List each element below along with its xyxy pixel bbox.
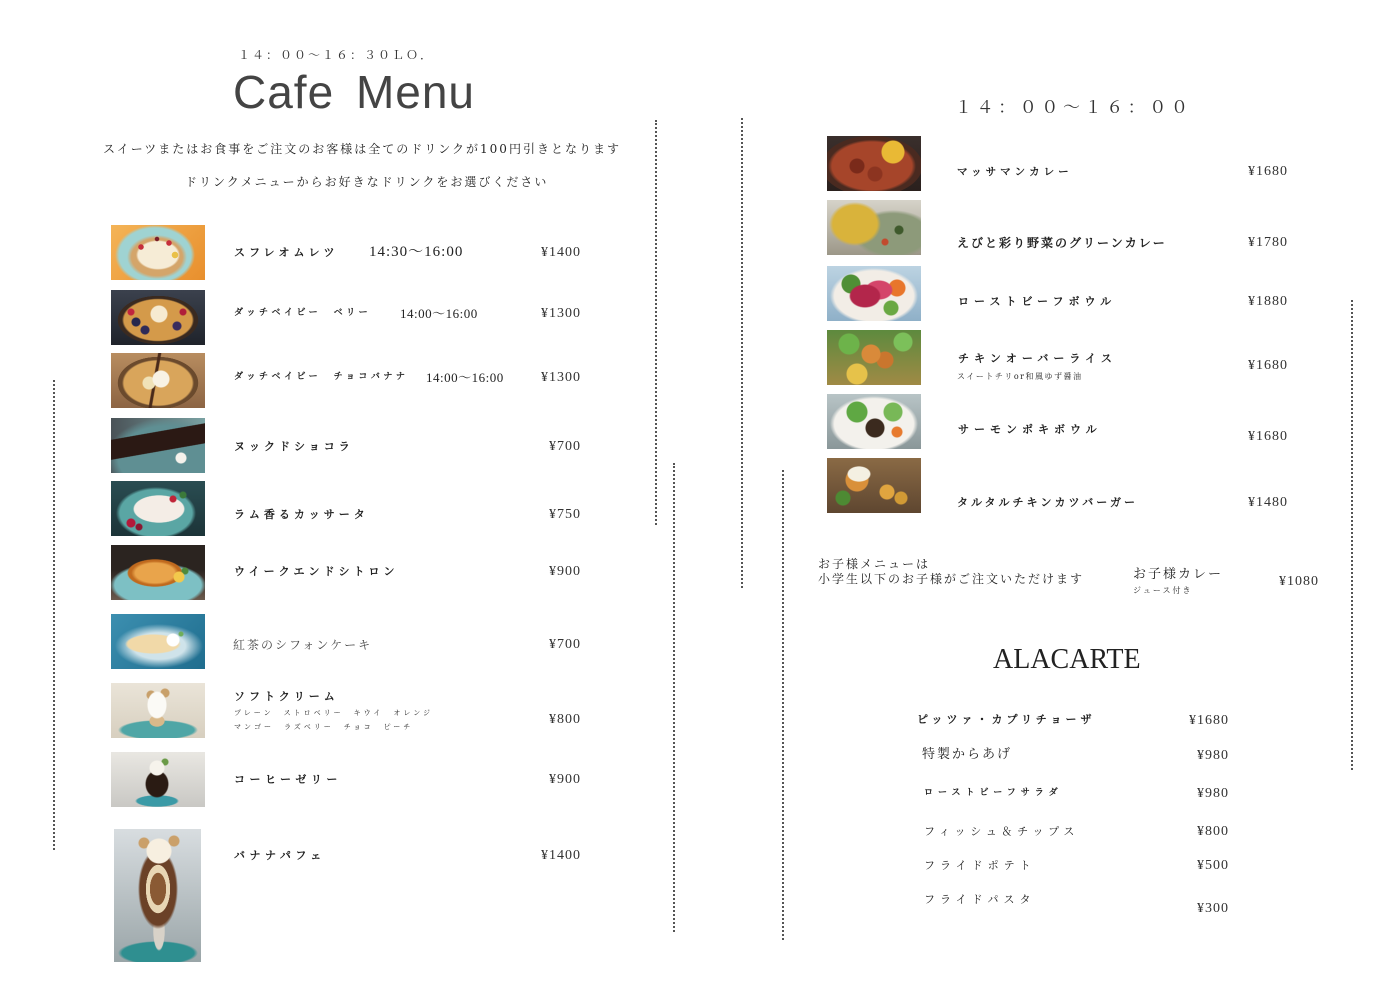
meal-hours-label: １４：００～１６：００ <box>955 98 1193 118</box>
item-price: ¥700 <box>549 439 581 454</box>
green-curry-photo <box>827 200 921 255</box>
dutch-baby-berry-photo <box>111 290 205 345</box>
item-price: ¥1400 <box>541 848 581 863</box>
item-price: ¥750 <box>549 507 581 522</box>
item-price: ¥800 <box>549 712 581 727</box>
item-name: ヌックドショコラ <box>234 440 354 453</box>
item-price: ¥1880 <box>1248 294 1288 309</box>
alacarte-heading: ALACARTE <box>993 644 1141 675</box>
item-price: ¥980 <box>1197 748 1229 763</box>
item-price: ¥300 <box>1197 901 1229 916</box>
drink-discount-notice: スイーツまたはお食事をご注文のお客様は全てのドリンクが100円引きとなります <box>103 142 621 156</box>
item-name: ピッツァ・カプリチョーザ <box>917 713 1096 726</box>
dutch-baby-choco-banana-photo <box>111 353 205 408</box>
cafe-hours-label: １４：００～１６：３０ＬＯ． <box>238 48 435 62</box>
divider-dotted-line <box>1351 300 1353 770</box>
item-price: ¥1680 <box>1248 429 1288 444</box>
item-price: ¥1480 <box>1248 495 1288 510</box>
divider-dotted-line <box>782 470 784 940</box>
item-price: ¥900 <box>549 564 581 579</box>
item-price: ¥1400 <box>541 245 581 260</box>
item-name: サーモンポキボウル <box>958 423 1102 436</box>
item-name: ウイークエンドシトロン <box>234 565 399 578</box>
tea-chiffon-cake-photo <box>111 614 205 669</box>
item-price: ¥1680 <box>1248 164 1288 179</box>
item-name: コーヒーゼリー <box>234 773 342 786</box>
divider-dotted-line <box>655 120 657 525</box>
kids-menu-note: お子様メニューは <box>818 557 931 571</box>
item-price: ¥1680 <box>1248 358 1288 373</box>
item-name: ローストビーフボウル <box>958 295 1117 308</box>
soft-serve-photo <box>111 683 205 738</box>
item-price: ¥1300 <box>541 306 581 321</box>
item-flavors: マンゴー ラズベリー チョコ ピーチ <box>234 723 414 731</box>
drink-choice-notice: ドリンクメニューからお好きなドリンクをお選びください <box>185 175 549 189</box>
item-hours: 14:30～16:00 <box>369 244 464 260</box>
kids-item-price: ¥1080 <box>1279 574 1319 589</box>
item-name: ダッチベイビー ベリー <box>234 308 372 318</box>
item-name: ダッチベイビー チョコバナナ <box>234 372 409 382</box>
item-hours: 14:00～16:00 <box>400 306 478 321</box>
item-name: フライドパスタ <box>924 893 1036 906</box>
kids-menu-note: 小学生以下のお子様がご注文いただけます <box>818 572 1085 586</box>
item-name: フライドポテト <box>924 859 1036 872</box>
item-price: ¥700 <box>549 637 581 652</box>
item-name: タルタルチキンカツバーガー <box>957 496 1139 509</box>
item-name: ソフトクリーム <box>234 690 339 703</box>
tartar-chicken-burger-photo <box>827 458 921 513</box>
item-name: フィッシュ＆チップス <box>924 825 1080 838</box>
coffee-jelly-photo <box>111 752 205 807</box>
cassata-photo <box>111 481 205 536</box>
item-sauce-options: スイートチリor和風ゆず醤油 <box>957 372 1083 381</box>
item-price: ¥980 <box>1197 786 1229 801</box>
item-name: ラム香るカッサータ <box>234 508 369 521</box>
item-name: チキンオーバーライス <box>958 352 1117 365</box>
item-price: ¥500 <box>1197 858 1229 873</box>
salmon-poke-bowl-photo <box>827 394 921 449</box>
item-name: ローストビーフサラダ <box>924 788 1063 798</box>
banana-parfait-photo <box>114 829 201 962</box>
kids-item-sub: ジュース付き <box>1133 586 1193 595</box>
item-name: えびと彩り野菜のグリーンカレー <box>957 236 1167 250</box>
souffle-omelette-photo <box>111 225 205 280</box>
page-title: Cafe Menu <box>233 66 476 118</box>
item-hours: 14:00～16:00 <box>426 370 504 385</box>
chicken-over-rice-photo <box>827 330 921 385</box>
item-name: 特製からあげ <box>922 747 1013 762</box>
item-name: マッサマンカレー <box>957 166 1073 178</box>
massaman-curry-photo <box>827 136 921 191</box>
item-name: 紅茶のシフォンケーキ <box>233 638 373 652</box>
divider-dotted-line <box>741 118 743 588</box>
item-flavors: プレーン ストロベリー キウイ オレンジ <box>234 709 434 717</box>
nuk-de-chocolat-photo <box>111 418 205 473</box>
weekend-citron-photo <box>111 545 205 600</box>
item-price: ¥1300 <box>541 370 581 385</box>
divider-dotted-line <box>673 463 675 932</box>
item-price: ¥1680 <box>1189 713 1229 728</box>
divider-dotted-line <box>53 380 55 850</box>
item-name: スフレオムレツ <box>234 246 339 259</box>
item-name: バナナパフェ <box>234 849 326 862</box>
roast-beef-bowl-photo <box>827 266 921 321</box>
item-price: ¥1780 <box>1248 235 1288 250</box>
item-price: ¥900 <box>549 772 581 787</box>
item-price: ¥800 <box>1197 824 1229 839</box>
kids-item-name: お子様カレー <box>1133 567 1224 582</box>
